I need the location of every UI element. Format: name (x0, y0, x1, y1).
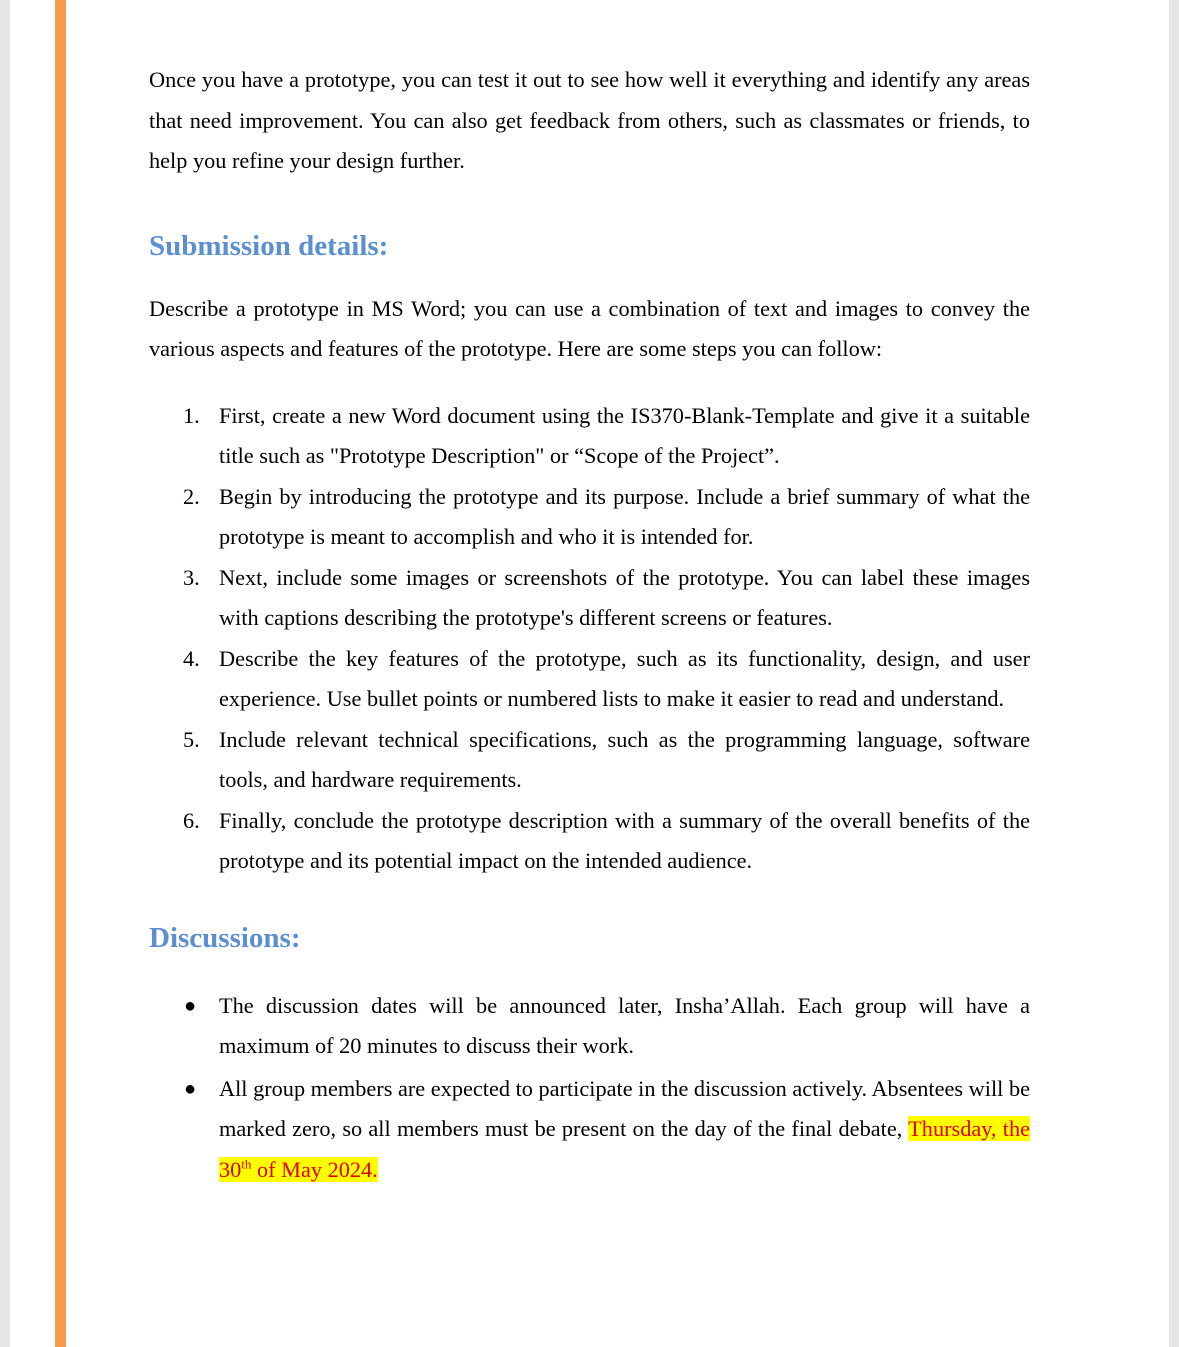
submission-paragraph: Describe a prototype in MS Word; you can use a combination of text and images to convey the various aspects and features of the prototype. Here are some steps you can follow: (149, 295, 1030, 361)
list-item (149, 477, 1030, 558)
list-item-text: Describe the key features of the prototype, such as its functionality, design, and user experience. Use bullet points or numbered lists to make it easier to read and understand. (219, 645, 1030, 711)
list-item-text: Finally, conclude the prototype description with a summary of the overall benefits of the prototype and its potential impact on the intended audience. (219, 807, 1030, 873)
date-superscript: th (241, 1156, 252, 1172)
list-item-text: First, create a new Word document using the IS370-Blank-Template and give it a suitable title such as "Prototype Description" or “Scope of the Project”. (219, 402, 1030, 468)
bullet-icon: ● (184, 994, 197, 1017)
date-suffix: of May 2024. (251, 1156, 378, 1182)
list-number: 4. (183, 645, 200, 671)
document-content (149, 60, 1030, 1192)
list-item (149, 396, 1030, 477)
list-item (149, 639, 1030, 720)
date-prefix: Thursday, the 30 (219, 1116, 1031, 1182)
list-item-text: Next, include some images or screenshots of the prototype. You can label these images with captions describing the prototype's different screens or features. (219, 564, 1030, 630)
list-item (149, 558, 1030, 639)
list-number: 5. (183, 726, 200, 752)
list-number: 3. (183, 564, 200, 590)
list-item-text: Include relevant technical specifications, such as the programming language, software tools, and hardware requirements. (219, 726, 1030, 792)
steps-list (149, 396, 1030, 882)
list-item (149, 986, 1030, 1067)
list-item (149, 720, 1030, 801)
list-item (149, 801, 1030, 882)
orange-margin-bar (55, 0, 66, 1347)
submission-heading: Submission details: (149, 229, 389, 262)
discussion-bullets (149, 986, 1030, 1191)
discussions-heading: Discussions: (149, 921, 301, 954)
list-number: 1. (183, 402, 200, 428)
list-number: 2. (183, 483, 200, 509)
intro-paragraph: Once you have a prototype, you can test it out to see how well it everything and identify any areas that need improvement. You can also get feedback from others, such as classmates or friends, to help you refine your design further. (149, 67, 1030, 173)
list-item-text: Begin by introducing the prototype and its purpose. Include a brief summary of what the prototype is meant to accomplish and who it is intended for. (219, 483, 1030, 549)
bullet-icon: ● (184, 1077, 197, 1100)
list-item (149, 1069, 1030, 1191)
bullet-text: All group members are expected to participate in the discussion actively. Absentees will be marked zero, so all members must be present on the day of the final debate, (219, 1075, 1030, 1141)
bullet-text: The discussion dates will be announced later, Insha’Allah. Each group will have a maximum of 20 minutes to discuss their work. (219, 992, 1030, 1058)
list-number: 6. (183, 807, 200, 833)
